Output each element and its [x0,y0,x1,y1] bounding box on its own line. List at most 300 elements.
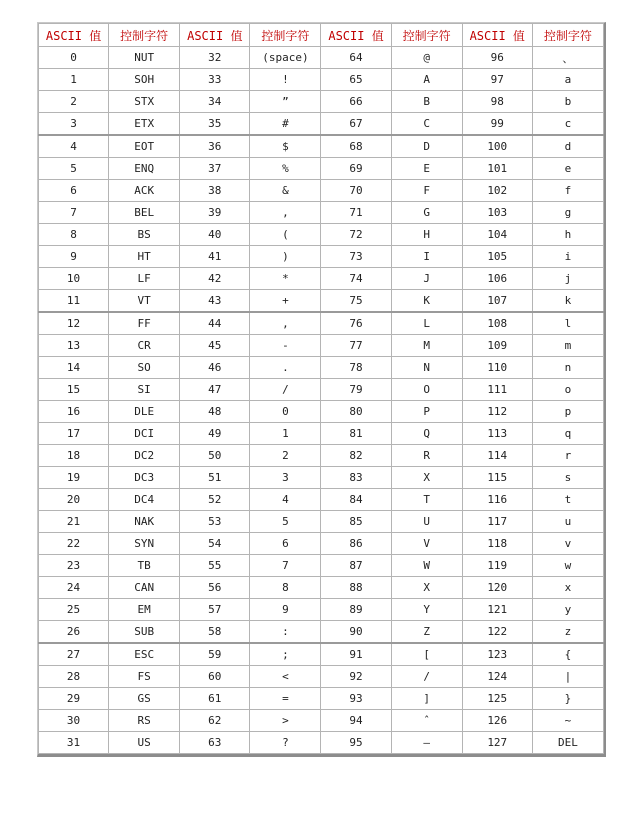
ascii-code-cell: 33 [180,69,250,91]
table-row [39,621,604,644]
ascii-code-cell: 32 [180,47,250,69]
ascii-code-cell: 30 [39,710,109,732]
ascii-code-cell: 67 [321,113,391,136]
char-cell: | [532,666,603,688]
char-cell: TB [109,555,180,577]
char-cell: n [532,357,603,379]
ascii-code-cell: 71 [321,202,391,224]
ascii-code-cell: 40 [180,224,250,246]
ascii-table [38,23,604,754]
char-cell: , [250,312,321,335]
ascii-code-cell: 43 [180,290,250,313]
char-cell: + [250,290,321,313]
ascii-code-cell: 90 [321,621,391,644]
char-cell: P [391,401,462,423]
ascii-code-cell: 16 [39,401,109,423]
char-cell: H [391,224,462,246]
ascii-code-cell: 25 [39,599,109,621]
ascii-code-cell: 91 [321,643,391,666]
char-cell: q [532,423,603,445]
char-cell: SOH [109,69,180,91]
ascii-code-cell: 117 [462,511,532,533]
table-row [39,113,604,136]
char-cell: v [532,533,603,555]
ascii-code-cell: 54 [180,533,250,555]
table-row [39,357,604,379]
ascii-code-cell: 118 [462,533,532,555]
char-cell: Z [391,621,462,644]
ascii-code-cell: 17 [39,423,109,445]
char-cell: : [250,621,321,644]
table-header-row [39,24,604,47]
char-cell: @ [391,47,462,69]
char-cell: > [250,710,321,732]
ascii-code-cell: 82 [321,445,391,467]
char-cell: V [391,533,462,555]
char-cell: DCI [109,423,180,445]
table-row [39,401,604,423]
char-cell: GS [109,688,180,710]
ascii-code-cell: 23 [39,555,109,577]
char-cell: t [532,489,603,511]
table-row [39,202,604,224]
char-cell: SYN [109,533,180,555]
char-cell: DC2 [109,445,180,467]
table-row [39,533,604,555]
char-cell: ~ [532,710,603,732]
table-row [39,69,604,91]
table-row [39,135,604,158]
ascii-code-cell: 116 [462,489,532,511]
ascii-code-cell: 47 [180,379,250,401]
ascii-code-cell: 74 [321,268,391,290]
ascii-code-cell: 94 [321,710,391,732]
ascii-code-cell: 51 [180,467,250,489]
table-row [39,710,604,732]
header-control-char: 控制字符 [391,24,462,47]
ascii-code-cell: 61 [180,688,250,710]
char-cell: ENQ [109,158,180,180]
ascii-code-cell: 127 [462,732,532,754]
char-cell: b [532,91,603,113]
char-cell: - [250,335,321,357]
ascii-code-cell: 31 [39,732,109,754]
table-row [39,643,604,666]
char-cell: j [532,268,603,290]
table-row [39,290,604,313]
ascii-code-cell: 15 [39,379,109,401]
ascii-code-cell: 102 [462,180,532,202]
table-row [39,445,604,467]
ascii-code-cell: 59 [180,643,250,666]
ascii-code-cell: 36 [180,135,250,158]
char-cell: 8 [250,577,321,599]
char-cell: X [391,577,462,599]
char-cell: — [391,732,462,754]
ascii-code-cell: 78 [321,357,391,379]
ascii-code-cell: 52 [180,489,250,511]
char-cell: F [391,180,462,202]
ascii-code-cell: 87 [321,555,391,577]
table-row [39,312,604,335]
ascii-code-cell: 48 [180,401,250,423]
ascii-code-cell: 122 [462,621,532,644]
ascii-code-cell: 98 [462,91,532,113]
ascii-code-cell: 108 [462,312,532,335]
char-cell: o [532,379,603,401]
ascii-code-cell: 22 [39,533,109,555]
table-row [39,599,604,621]
ascii-code-cell: 7 [39,202,109,224]
ascii-code-cell: 12 [39,312,109,335]
table-row [39,423,604,445]
table-row [39,666,604,688]
char-cell: W [391,555,462,577]
char-cell: p [532,401,603,423]
char-cell: DEL [532,732,603,754]
char-cell: X [391,467,462,489]
char-cell: g [532,202,603,224]
char-cell: FF [109,312,180,335]
char-cell: { [532,643,603,666]
ascii-code-cell: 97 [462,69,532,91]
ascii-code-cell: 111 [462,379,532,401]
char-cell: w [532,555,603,577]
char-cell: D [391,135,462,158]
table-row [39,577,604,599]
char-cell: FS [109,666,180,688]
char-cell: [ [391,643,462,666]
ascii-code-cell: 104 [462,224,532,246]
char-cell: DC4 [109,489,180,511]
ascii-code-cell: 81 [321,423,391,445]
char-cell: US [109,732,180,754]
char-cell: % [250,158,321,180]
char-cell: $ [250,135,321,158]
ascii-code-cell: 88 [321,577,391,599]
ascii-code-cell: 44 [180,312,250,335]
char-cell: 0 [250,401,321,423]
char-cell: 、 [532,47,603,69]
table-row [39,91,604,113]
ascii-code-cell: 119 [462,555,532,577]
ascii-code-cell: 3 [39,113,109,136]
ascii-code-cell: 114 [462,445,532,467]
char-cell: k [532,290,603,313]
ascii-code-cell: 93 [321,688,391,710]
ascii-code-cell: 38 [180,180,250,202]
ascii-code-cell: 85 [321,511,391,533]
ascii-code-cell: 18 [39,445,109,467]
ascii-code-cell: 89 [321,599,391,621]
char-cell: 5 [250,511,321,533]
char-cell: O [391,379,462,401]
char-cell: 3 [250,467,321,489]
char-cell: s [532,467,603,489]
char-cell: , [250,202,321,224]
ascii-code-cell: 84 [321,489,391,511]
char-cell: SUB [109,621,180,644]
char-cell: h [532,224,603,246]
ascii-code-cell: 45 [180,335,250,357]
char-cell: U [391,511,462,533]
ascii-code-cell: 53 [180,511,250,533]
char-cell: EOT [109,135,180,158]
ascii-code-cell: 21 [39,511,109,533]
char-cell: M [391,335,462,357]
char-cell: SI [109,379,180,401]
ascii-code-cell: 105 [462,246,532,268]
ascii-code-cell: 29 [39,688,109,710]
char-cell: BS [109,224,180,246]
char-cell: NUT [109,47,180,69]
char-cell: e [532,158,603,180]
ascii-code-cell: 62 [180,710,250,732]
char-cell: 6 [250,533,321,555]
ascii-code-cell: 106 [462,268,532,290]
char-cell: ACK [109,180,180,202]
char-cell: i [532,246,603,268]
char-cell: ) [250,246,321,268]
ascii-code-cell: 34 [180,91,250,113]
ascii-code-cell: 4 [39,135,109,158]
char-cell: f [532,180,603,202]
char-cell: = [250,688,321,710]
char-cell: N [391,357,462,379]
ascii-code-cell: 14 [39,357,109,379]
char-cell: 2 [250,445,321,467]
char-cell: 9 [250,599,321,621]
ascii-code-cell: 76 [321,312,391,335]
char-cell: T [391,489,462,511]
ascii-code-cell: 66 [321,91,391,113]
table-row [39,555,604,577]
char-cell: A [391,69,462,91]
char-cell: DC3 [109,467,180,489]
ascii-code-cell: 99 [462,113,532,136]
ascii-code-cell: 60 [180,666,250,688]
char-cell: HT [109,246,180,268]
ascii-code-cell: 41 [180,246,250,268]
char-cell: RS [109,710,180,732]
char-cell: ( [250,224,321,246]
char-cell: / [391,666,462,688]
table-row [39,268,604,290]
char-cell: 7 [250,555,321,577]
char-cell: I [391,246,462,268]
char-cell: # [250,113,321,136]
char-cell: EM [109,599,180,621]
char-cell: NAK [109,511,180,533]
char-cell: STX [109,91,180,113]
char-cell: B [391,91,462,113]
table-row [39,467,604,489]
char-cell: E [391,158,462,180]
header-control-char: 控制字符 [109,24,180,47]
header-ascii-value: ASCII 值 [321,24,391,47]
char-cell: VT [109,290,180,313]
char-cell: & [250,180,321,202]
ascii-code-cell: 10 [39,268,109,290]
ascii-code-cell: 107 [462,290,532,313]
char-cell: G [391,202,462,224]
ascii-code-cell: 113 [462,423,532,445]
char-cell: ! [250,69,321,91]
char-cell: z [532,621,603,644]
char-cell: LF [109,268,180,290]
ascii-code-cell: 73 [321,246,391,268]
ascii-code-cell: 27 [39,643,109,666]
table-row [39,224,604,246]
char-cell: u [532,511,603,533]
char-cell: J [391,268,462,290]
ascii-code-cell: 58 [180,621,250,644]
char-cell: y [532,599,603,621]
header-ascii-value: ASCII 值 [180,24,250,47]
ascii-code-cell: 5 [39,158,109,180]
char-cell: 4 [250,489,321,511]
ascii-code-cell: 77 [321,335,391,357]
ascii-code-cell: 9 [39,246,109,268]
ascii-code-cell: 92 [321,666,391,688]
char-cell: (space) [250,47,321,69]
char-cell: Q [391,423,462,445]
ascii-code-cell: 39 [180,202,250,224]
header-ascii-value: ASCII 值 [39,24,109,47]
char-cell: CAN [109,577,180,599]
ascii-code-cell: 72 [321,224,391,246]
char-cell: 1 [250,423,321,445]
table-row [39,246,604,268]
ascii-code-cell: 37 [180,158,250,180]
ascii-code-cell: 26 [39,621,109,644]
char-cell: ˆ [391,710,462,732]
table-row [39,180,604,202]
ascii-code-cell: 49 [180,423,250,445]
header-ascii-value: ASCII 值 [462,24,532,47]
ascii-code-cell: 24 [39,577,109,599]
ascii-code-cell: 56 [180,577,250,599]
ascii-code-cell: 83 [321,467,391,489]
char-cell: K [391,290,462,313]
ascii-code-cell: 65 [321,69,391,91]
char-cell: d [532,135,603,158]
header-control-char: 控制字符 [250,24,321,47]
char-cell: ” [250,91,321,113]
table-row [39,335,604,357]
ascii-code-cell: 11 [39,290,109,313]
char-cell: x [532,577,603,599]
ascii-code-cell: 19 [39,467,109,489]
char-cell: a [532,69,603,91]
ascii-code-cell: 42 [180,268,250,290]
char-cell: / [250,379,321,401]
ascii-code-cell: 8 [39,224,109,246]
ascii-table-frame [37,22,606,757]
ascii-code-cell: 101 [462,158,532,180]
table-row [39,379,604,401]
ascii-code-cell: 6 [39,180,109,202]
char-cell: SO [109,357,180,379]
char-cell: ] [391,688,462,710]
ascii-code-cell: 57 [180,599,250,621]
ascii-code-cell: 46 [180,357,250,379]
ascii-code-cell: 70 [321,180,391,202]
ascii-code-cell: 68 [321,135,391,158]
ascii-code-cell: 103 [462,202,532,224]
ascii-code-cell: 95 [321,732,391,754]
table-row [39,489,604,511]
char-cell: Y [391,599,462,621]
char-cell: CR [109,335,180,357]
ascii-code-cell: 13 [39,335,109,357]
ascii-code-cell: 55 [180,555,250,577]
char-cell: L [391,312,462,335]
char-cell: C [391,113,462,136]
ascii-code-cell: 35 [180,113,250,136]
char-cell: * [250,268,321,290]
ascii-code-cell: 64 [321,47,391,69]
ascii-code-cell: 2 [39,91,109,113]
ascii-code-cell: 126 [462,710,532,732]
ascii-code-cell: 79 [321,379,391,401]
char-cell: ETX [109,113,180,136]
char-cell: ; [250,643,321,666]
ascii-code-cell: 50 [180,445,250,467]
table-row [39,47,604,69]
ascii-code-cell: 1 [39,69,109,91]
table-row [39,732,604,754]
ascii-code-cell: 80 [321,401,391,423]
char-cell: l [532,312,603,335]
char-cell: . [250,357,321,379]
ascii-code-cell: 75 [321,290,391,313]
table-body [39,47,604,754]
ascii-code-cell: 125 [462,688,532,710]
ascii-code-cell: 110 [462,357,532,379]
ascii-code-cell: 115 [462,467,532,489]
char-cell: BEL [109,202,180,224]
char-cell: ESC [109,643,180,666]
ascii-code-cell: 0 [39,47,109,69]
char-cell: R [391,445,462,467]
char-cell: < [250,666,321,688]
ascii-code-cell: 100 [462,135,532,158]
table-row [39,511,604,533]
char-cell: c [532,113,603,136]
ascii-code-cell: 63 [180,732,250,754]
ascii-code-cell: 20 [39,489,109,511]
ascii-code-cell: 109 [462,335,532,357]
char-cell: r [532,445,603,467]
ascii-code-cell: 123 [462,643,532,666]
ascii-code-cell: 28 [39,666,109,688]
ascii-code-cell: 121 [462,599,532,621]
ascii-code-cell: 124 [462,666,532,688]
table-row [39,688,604,710]
ascii-code-cell: 112 [462,401,532,423]
header-control-char: 控制字符 [532,24,603,47]
ascii-code-cell: 120 [462,577,532,599]
ascii-code-cell: 86 [321,533,391,555]
char-cell: m [532,335,603,357]
ascii-code-cell: 96 [462,47,532,69]
char-cell: } [532,688,603,710]
char-cell: DLE [109,401,180,423]
table-row [39,158,604,180]
ascii-code-cell: 69 [321,158,391,180]
char-cell: ? [250,732,321,754]
